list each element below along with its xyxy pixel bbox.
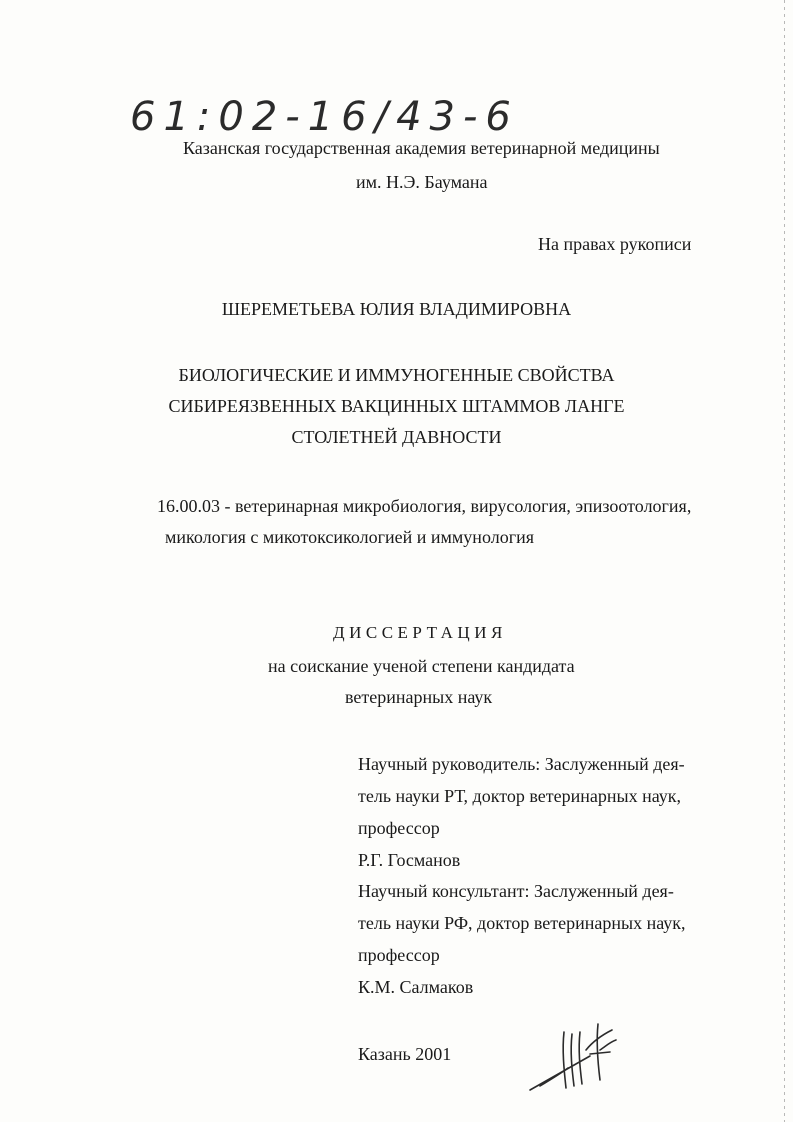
institution-honorific: им. Н.Э. Баумана — [356, 172, 488, 192]
degree-line-2: ветеринарных наук — [345, 687, 493, 707]
handwritten-signature — [520, 1010, 640, 1100]
supervisor-line-3: профессор — [358, 818, 440, 838]
dissertation-heading: ДИССЕРТАЦИЯ — [333, 623, 507, 642]
consultant-line-2: тель науки РФ, доктор ветеринарных наук, — [358, 913, 686, 933]
handwritten-archive-code — [130, 88, 530, 143]
specialty-line-2: микология с микотоксикологией и иммунология — [165, 527, 534, 547]
archive-code-text: 61:02-16/43-6 — [130, 94, 519, 140]
specialty-line-1: 16.00.03 - ветеринарная микробиология, вирусология, эпизоотология, — [157, 496, 692, 516]
degree-line-1: на соискание ученой степени кандидата — [268, 656, 575, 676]
manuscript-rights-note: На правах рукописи — [538, 234, 692, 254]
thesis-title-line-3: СТОЛЕТНЕЙ ДАВНОСТИ — [291, 427, 502, 447]
supervisor-line-1: Научный руководитель: Заслуженный дея- — [358, 754, 685, 774]
author-name: ШЕРЕМЕТЬЕВА ЮЛИЯ ВЛАДИМИРОВНА — [221, 299, 572, 319]
supervisor-line-2: тель науки РТ, доктор ветеринарных наук, — [358, 786, 682, 806]
scan-edge-artifact — [784, 0, 785, 1122]
supervisor-name: Р.Г. Госманов — [358, 850, 461, 870]
consultant-line-1: Научный консультант: Заслуженный дея- — [358, 881, 674, 901]
thesis-title-line-2: СИБИРЕЯЗВЕННЫХ ВАКЦИННЫХ ШТАММОВ ЛАНГЕ — [168, 396, 625, 416]
place-and-year: Казань 2001 — [358, 1044, 452, 1064]
thesis-title-line-1: БИОЛОГИЧЕСКИЕ И ИММУНОГЕННЫЕ СВОЙСТВА — [178, 365, 615, 385]
consultant-line-3: профессор — [358, 945, 440, 965]
consultant-name: К.М. Салмаков — [358, 977, 474, 997]
institution-name: Казанская государственная академия ветеринарной медицины — [183, 138, 660, 158]
